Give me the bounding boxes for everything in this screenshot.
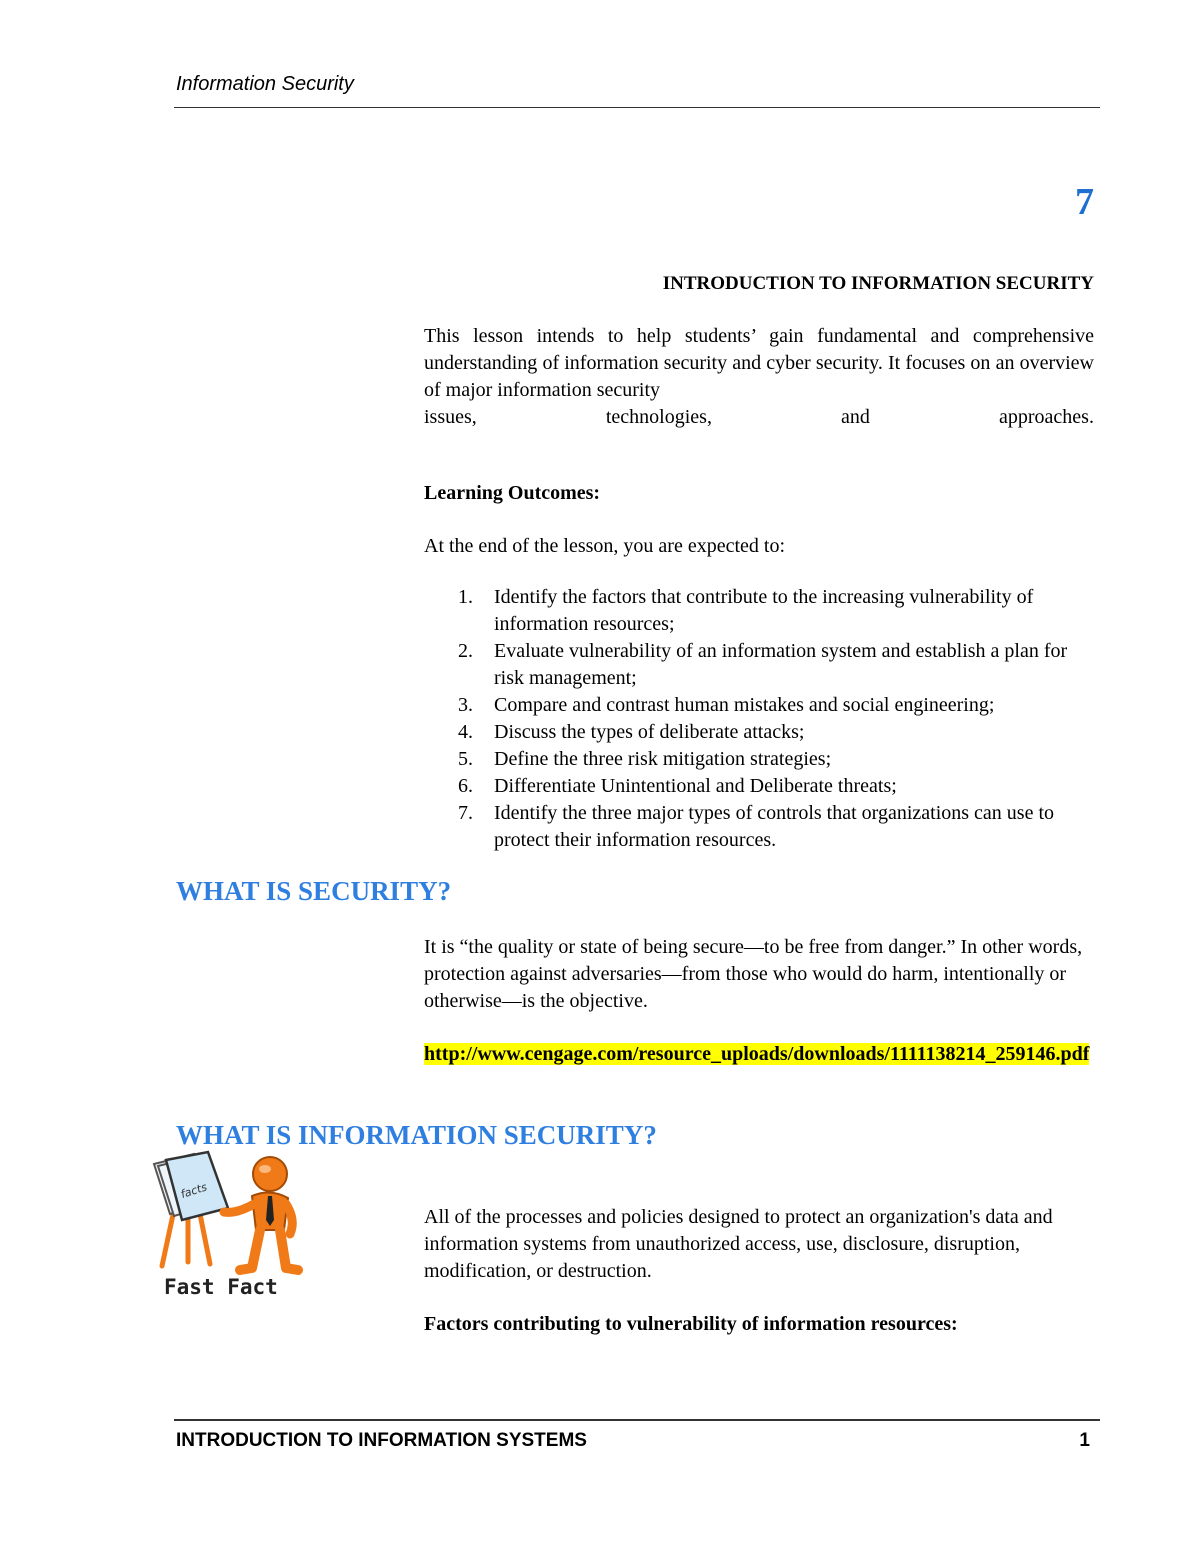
learning-outcomes-heading: Learning Outcomes: [424, 482, 601, 504]
intro-word: and [841, 406, 870, 428]
outcome-text: Identify the three major types of controls that organizations can use to protect their information resources. [494, 802, 1055, 851]
outcome-item [424, 584, 1096, 638]
outcome-text: Discuss the types of deliberate attacks; [494, 721, 805, 743]
outcome-item [424, 800, 1096, 854]
reference-link-text[interactable]: http://www.cengage.com/resource_uploads/downloads/1111138214_259146.pdf [424, 1043, 1090, 1065]
intro-word: issues, [424, 406, 477, 428]
intro-last-line [424, 404, 1094, 431]
outcome-item [424, 746, 1096, 773]
outcome-text: Compare and contrast human mistakes and social engineering; [494, 694, 995, 716]
outcome-number: 3. [458, 694, 473, 716]
fast-fact-caption: Fast Fact [164, 1275, 278, 1299]
outcome-text: Differentiate Unintentional and Deliberate threats; [494, 775, 897, 797]
outcome-number: 2. [458, 640, 473, 662]
header-rule [174, 107, 1100, 108]
chapter-title: INTRODUCTION TO INFORMATION SECURITY [662, 273, 1094, 294]
outcome-text: Evaluate vulnerability of an information system and establish a plan for risk management; [494, 640, 1068, 689]
outcome-item [424, 692, 1096, 719]
outcome-number: 6. [458, 775, 473, 797]
reference-link[interactable] [424, 1041, 1100, 1068]
outcome-item [424, 719, 1096, 746]
outcome-number: 5. [458, 748, 473, 770]
section-heading-security: WHAT IS SECURITY? [176, 876, 452, 906]
fast-fact-icon [148, 1150, 308, 1302]
footer-rule [174, 1419, 1100, 1421]
running-header: Information Security [176, 73, 354, 95]
outcome-item [424, 638, 1096, 692]
outcome-text: Define the three risk mitigation strategies; [494, 748, 832, 770]
outcome-text: Identify the factors that contribute to the increasing vulnerability of information resources; [494, 586, 1034, 635]
footer-title: INTRODUCTION TO INFORMATION SYSTEMS [176, 1430, 587, 1451]
chapter-number: 7 [1075, 181, 1094, 223]
factors-heading: Factors contributing to vulnerability of information resources: [424, 1313, 958, 1335]
learning-outcomes-list [424, 584, 1096, 854]
outcome-number: 4. [458, 721, 473, 743]
intro-paragraph [424, 323, 1094, 431]
intro-word: approaches. [999, 406, 1094, 428]
information-security-definition: All of the processes and policies designed to protect an organization's data and information systems from unauthorized access, use, disclosure, disruption, modification, or destruction. [424, 1206, 1053, 1282]
board-text: facts [179, 1180, 209, 1202]
learning-outcomes-lead: At the end of the lesson, you are expected to: [424, 535, 785, 557]
section-heading-information-security: WHAT IS INFORMATION SECURITY? [176, 1120, 657, 1150]
security-definition: It is “the quality or state of being secure—to be free from danger.” In other words, protection against adversaries—from those who would do harm, intentionally or otherwise—is the objective. [424, 936, 1083, 1012]
outcome-number: 7. [458, 802, 473, 824]
outcome-number: 1. [458, 586, 473, 608]
intro-word: technologies, [605, 406, 712, 428]
page-number: 1 [1079, 1430, 1090, 1451]
intro-text: This lesson intends to help students’ gain fundamental and comprehensive understanding of information security and cyber security. It focuses on an overview of major information security [424, 325, 1094, 401]
outcome-item [424, 773, 1096, 800]
fast-fact-illustration [148, 1150, 308, 1302]
